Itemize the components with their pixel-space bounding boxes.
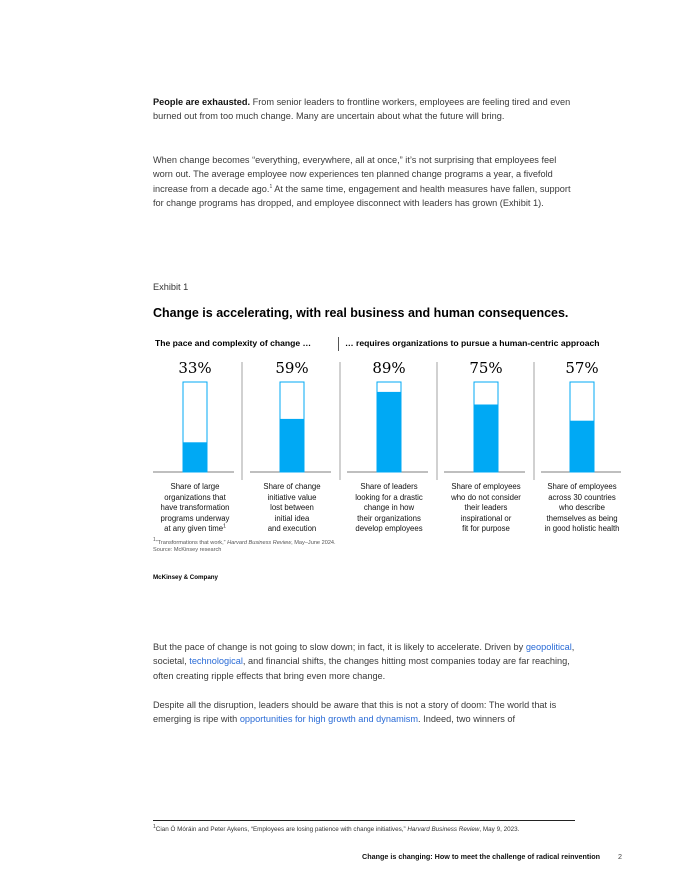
section-heading-left: The pace and complexity of change … [155,338,312,348]
caption-line: programs underway [160,513,230,523]
bar-caption-3 [344,482,434,535]
exhibit-footnote [153,537,336,554]
caption-line: their organizations [357,513,421,523]
bar-fill-5 [570,421,594,472]
footnote-citation [153,537,336,547]
body-paragraph-3 [153,640,578,683]
footnote-marker[interactable]: 1 [269,183,273,190]
footnote-post: , May–June 2024. [291,540,336,546]
caption-footnote-sup: 1 [223,523,226,530]
link-opportunities[interactable]: opportunities for high growth and dynamism [239,714,419,725]
exhibit-label: Exhibit 1 [153,282,189,292]
caption-line: their leaders [464,503,508,513]
footnote-source: Source: McKinsey research [153,547,222,554]
para3-text-a: But the pace of change is not going to slow down; in fact, it is likely to accelerate. Driven by [153,642,526,652]
exhibit-bar-chart [0,355,680,480]
bar-fill-3 [377,392,401,472]
brand-logo-text: McKinsey & Company [153,574,218,581]
caption-line: change in how [363,503,415,513]
caption-line: who do not consider [451,492,521,502]
value-label-2: 59% [275,359,309,377]
bar-fill-1 [183,442,207,472]
footnote-rule [153,820,575,821]
running-title: Change is changing: How to meet the challenge of radical reinvention [362,852,601,861]
para2-text-a: When change becomes “everything, everywhere, all at once,” it’s not surprising that employees feel worn out. The average employee now experiences ten planned change programs a year, a fivefold increase from a decade ago. [153,155,557,194]
caption-line: fit for purpose [462,524,510,534]
footnote-pre: “Transformations that work,” [155,540,228,546]
value-label-3: 89% [372,359,406,377]
caption-line: Share of employees [451,482,521,491]
caption-line: have transformation [160,503,230,513]
para4-text-a: Despite all the disruption, leaders should be aware that this is not a story of doom: The world that is emerging is ripe with [153,700,557,725]
caption-line: Share of change [263,482,321,491]
caption-line: across 30 countries [548,492,616,502]
link-geopolitical[interactable]: geopolitical [525,642,572,652]
caption-line: initial idea [274,513,310,523]
para3-text-b: , societal, [153,642,575,667]
para4-text-b: . Indeed, two winners of [418,714,516,725]
caption-line: Share of employees [547,482,617,491]
bar-fill-2 [280,419,304,472]
page-footnote-post: , May 9, 2023. [479,826,520,833]
value-label-5: 57% [565,359,599,377]
section-divider [338,337,339,351]
section-heading-right: … requires organizations to pursue a human-centric approach [345,338,600,348]
caption-line: at any given time$^1$ [164,523,226,534]
caption-line: themselves as being [546,513,618,523]
caption-line: organizations that [164,492,226,502]
footnote-sup: 1 [153,537,156,544]
page-footnote [153,823,520,833]
caption-line: Share of leaders [360,482,418,491]
bar-fill-4 [474,405,498,473]
caption-line: who describe [559,503,605,513]
caption-line: lost between [270,503,314,513]
bar-caption-5 [537,482,627,535]
intro-lead: People are exhausted. [153,97,251,107]
caption-line: and execution [267,524,317,534]
bar-caption-1 [150,482,240,535]
body-paragraph-4 [153,698,578,727]
caption-line: Share of large [170,482,220,491]
page-number: 2 [618,852,622,861]
caption-line: initiative value [267,492,317,502]
value-label-4: 75% [469,359,503,377]
link-technological[interactable]: technological [189,656,243,667]
intro-text: From senior leaders to frontline workers, employees are feeling tired and even burned out from too much change. Many are uncertain about what the future will bring. [153,97,571,122]
page-footnote-journal: Harvard Business Review [407,826,480,833]
bar-caption-2 [247,482,337,535]
caption-line: looking for a drastic [355,492,423,502]
value-label-1: 33% [178,359,212,377]
footnote-journal: Harvard Business Review [227,540,292,546]
page-footnote-pre: Cian Ó Móráin and Peter Aykens, “Employees are losing patience with change initiatives,” [155,826,408,833]
caption-line: inspirational or [460,513,512,523]
para2-text-b: At the same time, engagement and health measures have fallen, support for change programs has dropped, and employee disconnect with leaders has grown (Exhibit 1). [153,183,571,209]
para3-text-c: , and financial shifts, the changes hitting most companies today are far reaching, often creating ripple effects that bring even more change. [153,656,570,681]
intro-paragraph [153,95,578,124]
caption-line: develop employees [355,524,423,534]
page-footnote-sup: 1 [153,823,156,830]
caption-line: in good holistic health [544,524,620,534]
exhibit-title: Change is accelerating, with real business and human consequences. [153,306,569,320]
bar-caption-4 [441,482,531,535]
body-paragraph-2 [153,153,578,211]
